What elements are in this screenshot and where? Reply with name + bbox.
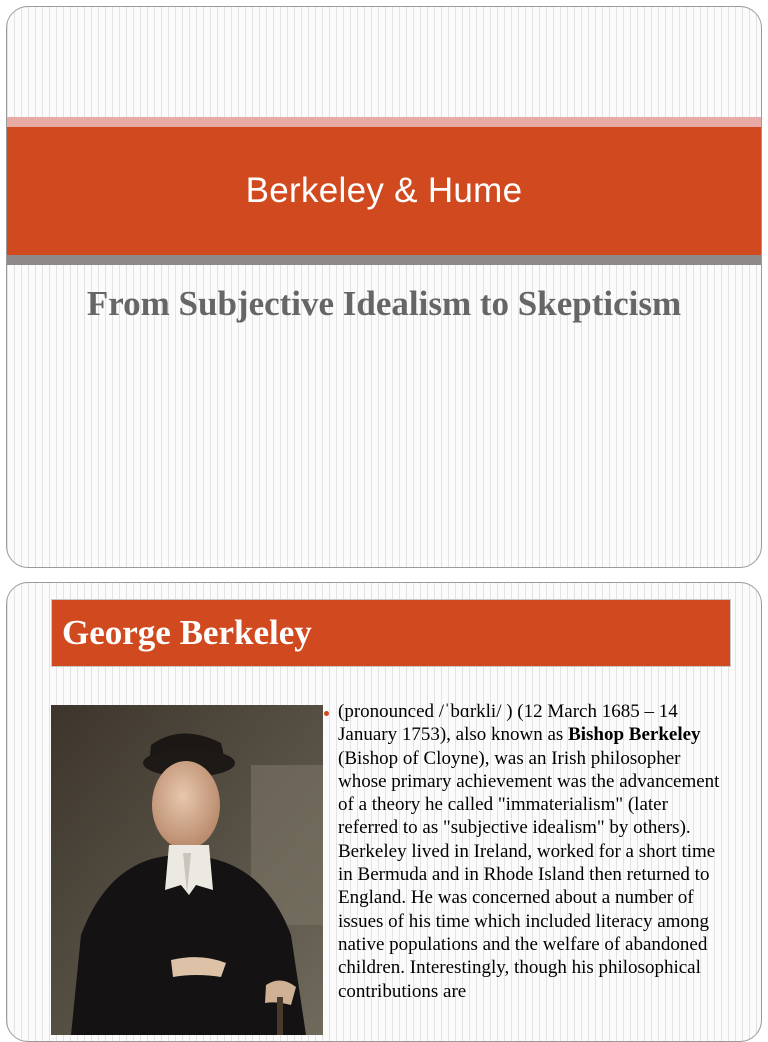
title-band [7,127,761,255]
body-text-part-2: (Bishop of Cloyne), was an Irish philosopher whose primary achievement was the advancement of a theory he called "immaterialism" (later referred to as "subjective idealism" by others). Berkeley lived in Ireland, worked for a short time in Bermuda and in Rhode Island then returned to England. He was concerned about a number of issues of his time which included literacy among native populations and the welfare of abandoned children. Interestingly, though his philosophical contributions are [338,747,720,1002]
accent-strip-top [7,117,761,127]
portrait-painting-icon [51,705,323,1035]
title-slide [6,6,762,568]
bullet-icon [324,711,329,716]
body-paragraph [338,700,724,1003]
body-text-bold: Bishop Berkeley [568,724,701,746]
portrait-image [51,705,323,1035]
content-slide [6,582,762,1042]
body-text-part-1: (pronounced /ˈbɑrkli/ ) (12 March 1685 – 14 January 1753), also known as [338,701,678,746]
accent-strip-bottom [7,255,761,265]
slide-heading: George Berkeley [62,613,312,652]
slide-subtitle: From Subjective Idealism to Skepticism [86,284,682,323]
slide-header [51,599,731,667]
slide-title: Berkeley & Hume [245,171,523,210]
